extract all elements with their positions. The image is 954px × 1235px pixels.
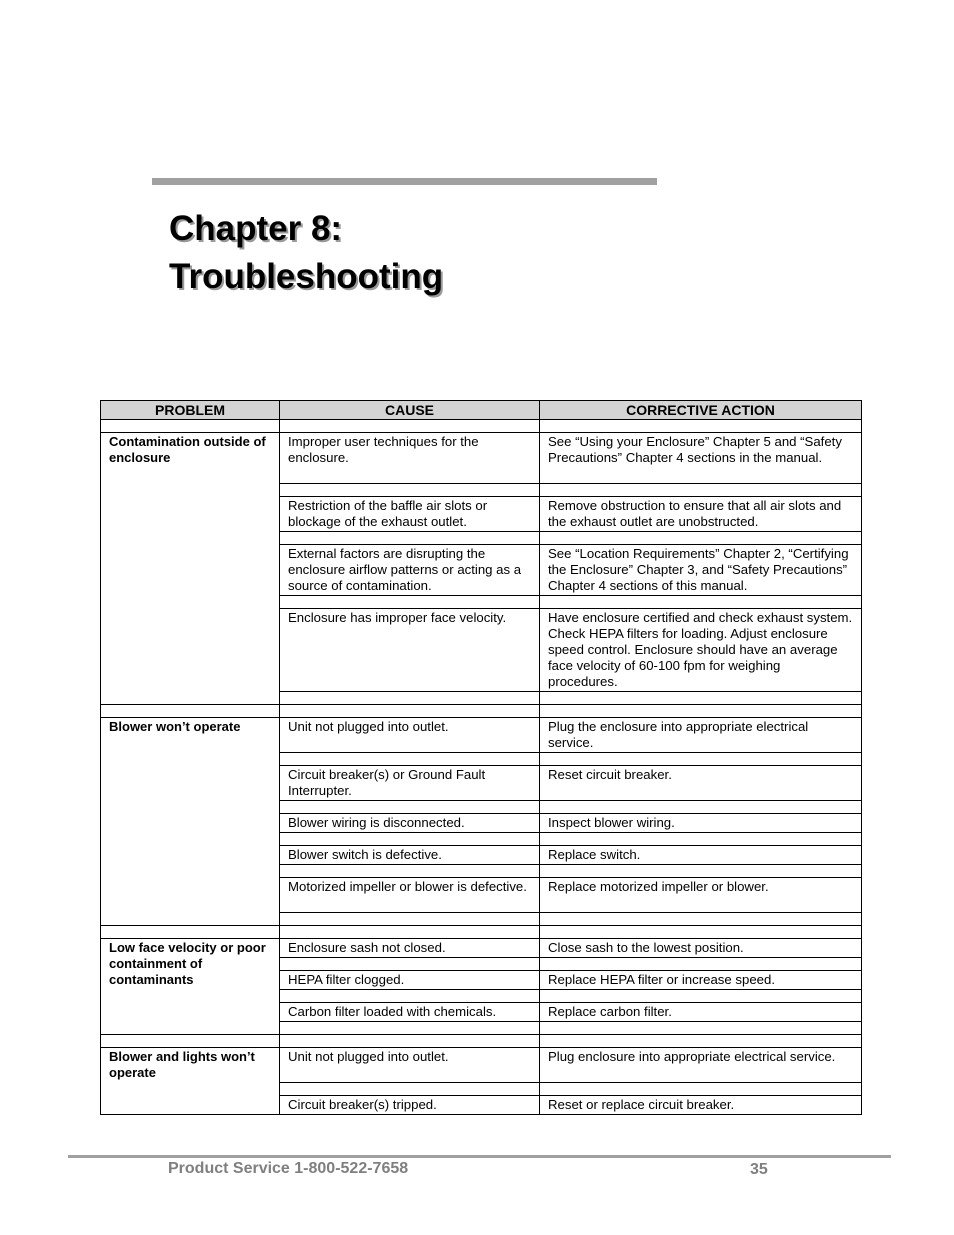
cause-cell: Enclosure has improper face velocity.: [280, 609, 540, 692]
cause-cell: Motorized impeller or blower is defective.: [280, 878, 540, 913]
action-cell: Plug enclosure into appropriate electrical service.: [540, 1048, 862, 1083]
problem-cell: Low face velocity or poor containment of contaminants: [101, 939, 280, 1035]
column-header-corrective-action: CORRECTIVE ACTION: [540, 401, 862, 420]
chapter-title-line-1: Chapter 8:: [169, 209, 343, 248]
action-cell: See “Location Requirements” Chapter 2, “Certifying the Enclosure” Chapter 3, and “Safety Precautions” Chapter 4 sections of this manual.: [540, 545, 862, 596]
chapter-top-rule: [152, 178, 657, 185]
action-cell: Remove obstruction to ensure that all air slots and the exhaust outlet are unobstructed.: [540, 497, 862, 532]
table-spacer-row: [101, 420, 862, 433]
table-spacer-row: [101, 1035, 862, 1048]
table-row: [101, 433, 862, 484]
column-header-problem: PROBLEM: [101, 401, 280, 420]
cause-cell: Enclosure sash not closed.: [280, 939, 540, 958]
action-cell: Replace HEPA filter or increase speed.: [540, 971, 862, 990]
page-number: 35: [750, 1161, 768, 1178]
cause-cell: Blower wiring is disconnected.: [280, 814, 540, 833]
footer-rule: [68, 1155, 891, 1158]
action-cell: Reset or replace circuit breaker.: [540, 1096, 862, 1115]
cause-cell: Unit not plugged into outlet.: [280, 718, 540, 753]
problem-cell: Contamination outside of enclosure: [101, 433, 280, 705]
chapter-title: [169, 205, 443, 301]
action-cell: Plug the enclosure into appropriate electrical service.: [540, 718, 862, 753]
cause-cell: Unit not plugged into outlet.: [280, 1048, 540, 1083]
table-spacer-row: [101, 926, 862, 939]
action-cell: Reset circuit breaker.: [540, 766, 862, 801]
column-header-cause: CAUSE: [280, 401, 540, 420]
footer-product-service: Product Service 1-800-522-7658: [168, 1160, 409, 1177]
cause-cell: HEPA filter clogged.: [280, 971, 540, 990]
cause-cell: Blower switch is defective.: [280, 846, 540, 865]
table-header-row: [101, 401, 862, 420]
table-row: [101, 718, 862, 753]
table-row: [101, 1048, 862, 1083]
chapter-title-line-2: Troubleshooting: [169, 257, 444, 296]
cause-cell: Circuit breaker(s) or Ground Fault Interrupter.: [280, 766, 540, 801]
troubleshooting-table: [100, 400, 862, 1115]
table-spacer-row: [101, 705, 862, 718]
action-cell: Replace carbon filter.: [540, 1003, 862, 1022]
cause-cell: Circuit breaker(s) tripped.: [280, 1096, 540, 1115]
action-cell: Close sash to the lowest position.: [540, 939, 862, 958]
action-cell: Inspect blower wiring.: [540, 814, 862, 833]
action-cell: Replace motorized impeller or blower.: [540, 878, 862, 913]
problem-cell: Blower and lights won’t operate: [101, 1048, 280, 1115]
cause-cell: Restriction of the baffle air slots or blockage of the exhaust outlet.: [280, 497, 540, 532]
problem-cell: Blower won’t operate: [101, 718, 280, 926]
table-row: [101, 939, 862, 958]
cause-cell: Carbon filter loaded with chemicals.: [280, 1003, 540, 1022]
action-cell: Have enclosure certified and check exhaust system. Check HEPA filters for loading. Adjust enclosure speed control. Enclosure should have an average face velocity of 60-100 fpm for weighing procedures.: [540, 609, 862, 692]
action-cell: See “Using your Enclosure” Chapter 5 and “Safety Precautions” Chapter 4 sections in the manual.: [540, 433, 862, 484]
cause-cell: Improper user techniques for the enclosure.: [280, 433, 540, 484]
action-cell: Replace switch.: [540, 846, 862, 865]
cause-cell: External factors are disrupting the enclosure airflow patterns or acting as a source of contamination.: [280, 545, 540, 596]
